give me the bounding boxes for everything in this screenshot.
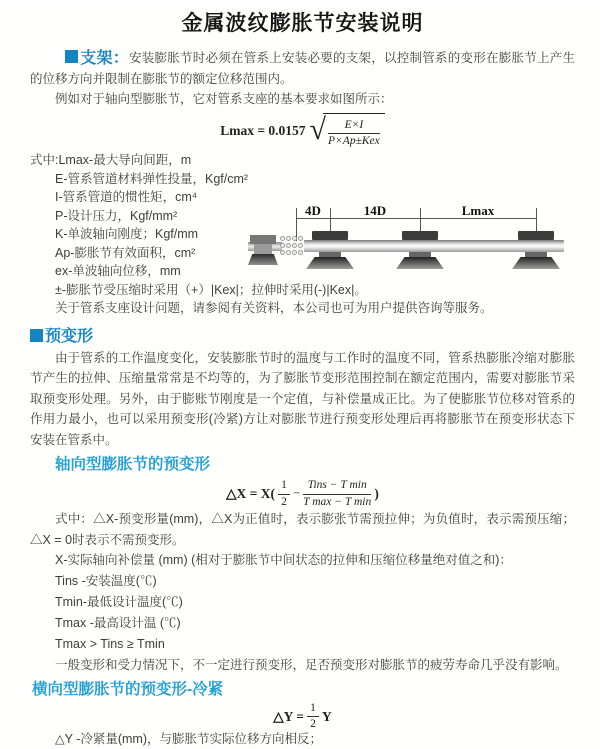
half-numerator: 1 (307, 702, 319, 717)
lateral-formula-half-fraction (307, 702, 319, 731)
lateral-formula (30, 702, 575, 730)
support-intro-text: 安装膨胀节时必须在管系上安装必要的支架，以控制管系的变形在膨胀节上产生的位移方向并限制在膨胀节的额定位移范围内。 (30, 51, 575, 86)
variable-line: E-管系管道材料弹性投量，Kgf/cm² (55, 171, 249, 186)
anchor-base (248, 254, 278, 265)
temp-denominator: T max − T min (303, 495, 372, 508)
half-numerator: 1 (278, 479, 290, 494)
axial-variable-line: X-实际轴向补偿量 (mm) (相对于膨胀节中间状态的拉伸和压缩位移量绝对值之和)： (55, 553, 512, 567)
variable-line: 式中:Lmax-最大导向间距，m (30, 153, 192, 167)
guide-support-base (306, 257, 354, 270)
bellows-expansion-joint (280, 236, 306, 256)
variable-line: K-单波轴向刚度；Kgf/mm (55, 227, 199, 241)
axial-formula-rhs: ) (374, 486, 379, 502)
axial-variable-line: Tmax -最高设计温 (℃) (55, 616, 181, 630)
axial-closing-line: 一般变形和受力情况下，不一定进行预变形，足否预变形对膨胀节的疲劳寿命几乎没有影响。 (55, 658, 568, 672)
axial-variable-list (30, 550, 575, 655)
page-content (0, 10, 600, 749)
guide-cap (518, 231, 554, 240)
axial-formula-lhs: △X = X( (226, 486, 275, 502)
variable-line: P-设计压力，Kgf/mm² (55, 208, 178, 223)
guide-support-base (396, 257, 444, 270)
support-intro-paragraph (30, 48, 575, 89)
blue-square-icon (30, 329, 43, 342)
document-page (0, 10, 600, 747)
axial-variable-line: Tmax > Tins ≥ Tmin (55, 637, 165, 651)
square-root-icon: √ (309, 113, 327, 147)
dim-label-4d: 4D (305, 203, 321, 218)
axial-formula-half-fraction (278, 479, 290, 508)
anchor-support (254, 244, 272, 254)
pipe (304, 240, 564, 252)
lmax-formula-lhs: Lmax = 0.0157 (220, 123, 306, 139)
support-note-line: 关于管系支座设计问题，请参阅有关资料，本公司也可为用户提供咨询等服务。 (55, 301, 493, 315)
variable-line: Ap-膨胀节有效面积，cm² (55, 245, 196, 260)
lateral-desc-line: △Y -冷紧量(mm)，与膨胀节实际位移方向相反； (55, 731, 323, 746)
guide-support-base (512, 257, 560, 270)
predeform-body-paragraph: 由于管系的工作温度变化，安装膨胀节时的温度与工作时的温度不同，管系热膨胀冷缩对膨胀节产生的拉伸、压缩量常常是不均等的，为了膨胀节变形范围控制在额定范围内，需要对膨胀节采取预变形处理。另外，由于膨账节刚度是一个定值，与补偿量成正比。为了使膨胀节位移对管系的作用力最小，也可以采用预变形(冷紧)方让对膨胀节进行预变形处理后再将膨胀节在预变形状态下安装在管系中。 (30, 350, 575, 447)
lmax-formula-numerator: E×I (328, 119, 380, 134)
axial-variable-line: Tins -安装温度(℃) (55, 574, 157, 588)
temp-numerator: Tins − T min (303, 479, 371, 494)
guide-cap (312, 231, 348, 240)
support-example-line: 例如对于轴向型膨胀节，它对管系支座的基本要求如图所示： (55, 92, 393, 106)
axial-formula (30, 477, 575, 509)
lateral-formula-rhs: Y (321, 708, 332, 724)
dimension-line (296, 218, 536, 219)
half-denominator: 2 (281, 495, 287, 508)
page-title: 金属波纹膨胀节安装说明 (181, 12, 424, 35)
variable-line: ±-膨胀节受压缩时采用（+）|Kex|；拉伸时采用(-)|Kex|。 (55, 282, 367, 297)
lateral-formula-lhs: △Y = (273, 708, 304, 724)
predeform-heading-text: 预变形 (45, 327, 94, 345)
predeform-section-heading (30, 326, 575, 348)
half-denominator: 2 (310, 718, 316, 731)
axial-formula-minus: − (292, 486, 301, 500)
dim-label-14d: 14D (363, 203, 387, 218)
axial-formula-temp-fraction (303, 479, 371, 508)
dim-label-lmax: Lmax (461, 203, 495, 218)
lmax-formula-denominator: P×Ap±Kex (328, 134, 380, 147)
blue-square-icon (65, 50, 78, 63)
variable-line: ex-单波轴向位移，mm (55, 264, 181, 278)
lmax-formula (30, 113, 575, 147)
lateral-subheading: 横向型膨胀节的预变形-冷紧 (32, 680, 224, 698)
variable-line: I-管系管道的惯性矩，cm⁴ (55, 190, 198, 204)
axial-subheading: 轴向型膨胀节的预变形 (55, 456, 211, 473)
anchor-cap (250, 235, 276, 244)
axial-desc-paragraph: 式中：△X-预变形量(mm)，△X为正值时，表示膨张节需预拉伸；为负值时，表示需预压缩；△X = 0时表示不需预变形。 (30, 512, 575, 547)
pipe-support-diagram (248, 202, 566, 294)
guide-cap (402, 231, 438, 240)
axial-variable-line: Tmin-最低设计温度(℃) (55, 595, 183, 609)
support-heading: 支架： (80, 50, 129, 67)
lmax-formula-radicand (323, 113, 385, 149)
